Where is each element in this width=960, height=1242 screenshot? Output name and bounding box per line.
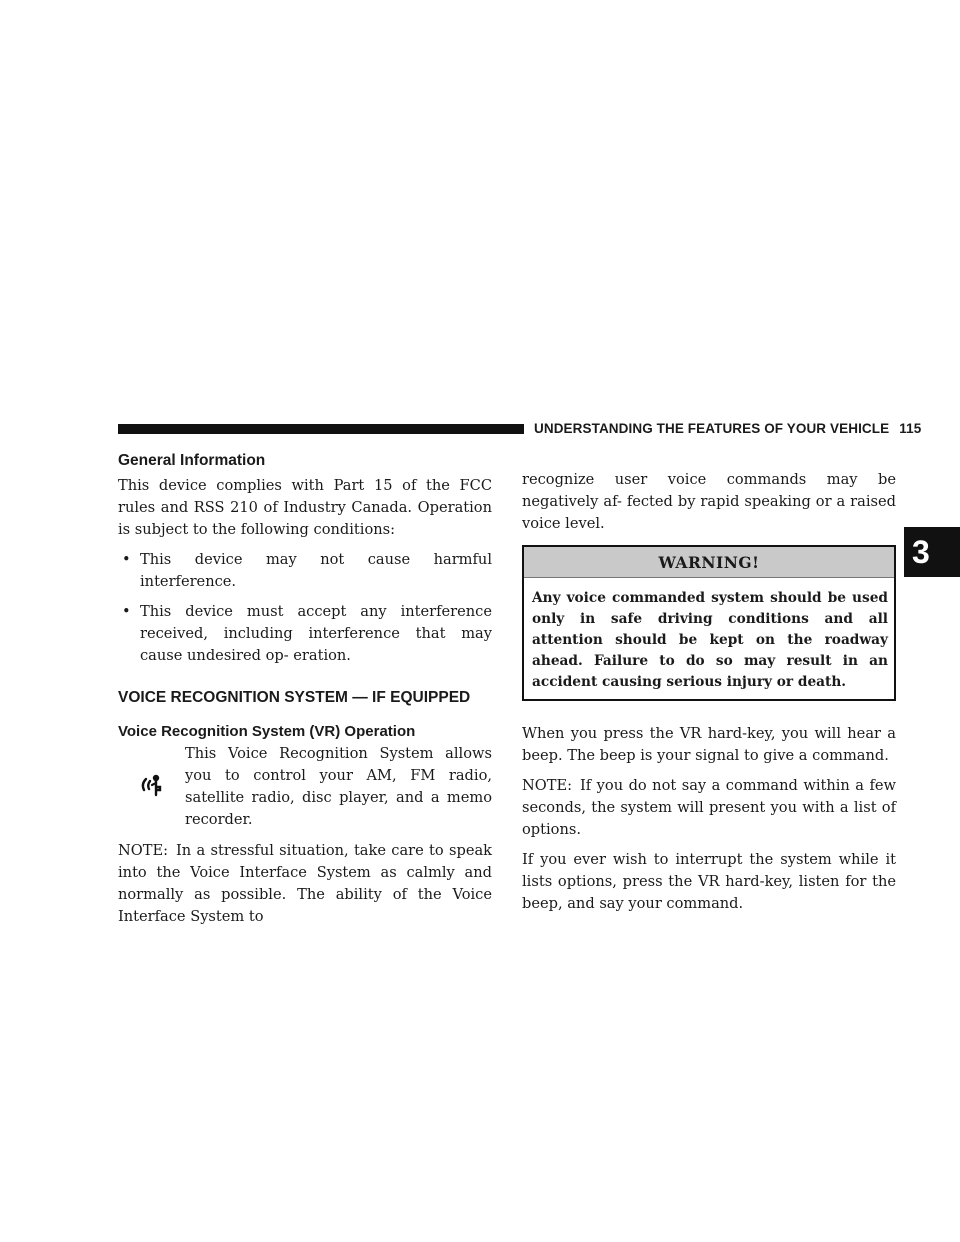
bullet-item bbox=[118, 549, 492, 593]
left-column bbox=[118, 450, 492, 936]
page-number: 115 bbox=[899, 421, 922, 436]
header-rule bbox=[118, 424, 524, 434]
interrupt-paragraph: If you ever wish to interrupt the system while it lists options, press the VR hard-key, listen for the beep, and say your command. bbox=[522, 851, 896, 912]
note-paragraph bbox=[118, 840, 492, 928]
bullet-text: This device must accept any interference received, including interference that may cause undesired op- eration. bbox=[140, 603, 492, 664]
section-heading: VOICE RECOGNITION SYSTEM — IF EQUIPPED bbox=[118, 689, 471, 706]
warning-box bbox=[522, 545, 896, 701]
note-label: NOTE: bbox=[522, 777, 573, 794]
bullet-icon: • bbox=[122, 603, 131, 620]
vr-description: This Voice Recognition System allows you to control your AM, FM radio, satellite radio, disc player, and a memo recorder. bbox=[185, 745, 492, 828]
vr-description-block bbox=[118, 743, 492, 831]
header-title: UNDERSTANDING THE FEATURES OF YOUR VEHICLE bbox=[534, 421, 890, 436]
bullet-item bbox=[118, 601, 492, 667]
note-label: NOTE: bbox=[118, 842, 169, 859]
note-paragraph bbox=[522, 775, 896, 841]
voice-recognition-icon bbox=[138, 773, 162, 799]
continued-paragraph: recognize user voice commands may be negatively af- fected by rapid speaking or a raised voice level. bbox=[522, 471, 896, 532]
warning-text: Any voice commanded system should be used only in safe driving conditions and all attention should be kept on the roadway ahead. Failure to do so may result in an accident causing serious injury or death. bbox=[532, 590, 888, 690]
subsection-heading: Voice Recognition System (VR) Operation bbox=[118, 723, 416, 740]
fcc-compliance-paragraph: This device complies with Part 15 of the FCC rules and RSS 210 of Industry Canada. Operation is subject to the following conditions: bbox=[118, 477, 492, 538]
general-information-heading: General Information bbox=[118, 452, 266, 469]
chapter-tab: 3 bbox=[904, 527, 960, 577]
note-text: If you do not say a command within a few seconds, the system will present you with a list of options. bbox=[522, 777, 896, 838]
note-text: In a stressful situation, take care to speak into the Voice Interface System as calmly and normally as possible. The ability of the Voice Interface System to bbox=[118, 842, 492, 925]
bullet-text: This device may not cause harmful interference. bbox=[140, 551, 492, 590]
right-column bbox=[522, 469, 896, 923]
running-header bbox=[534, 421, 921, 436]
bullet-icon: • bbox=[122, 551, 131, 568]
warning-title: WARNING! bbox=[524, 547, 894, 578]
beep-paragraph: When you press the VR hard-key, you will hear a beep. The beep is your signal to give a command. bbox=[522, 725, 896, 764]
